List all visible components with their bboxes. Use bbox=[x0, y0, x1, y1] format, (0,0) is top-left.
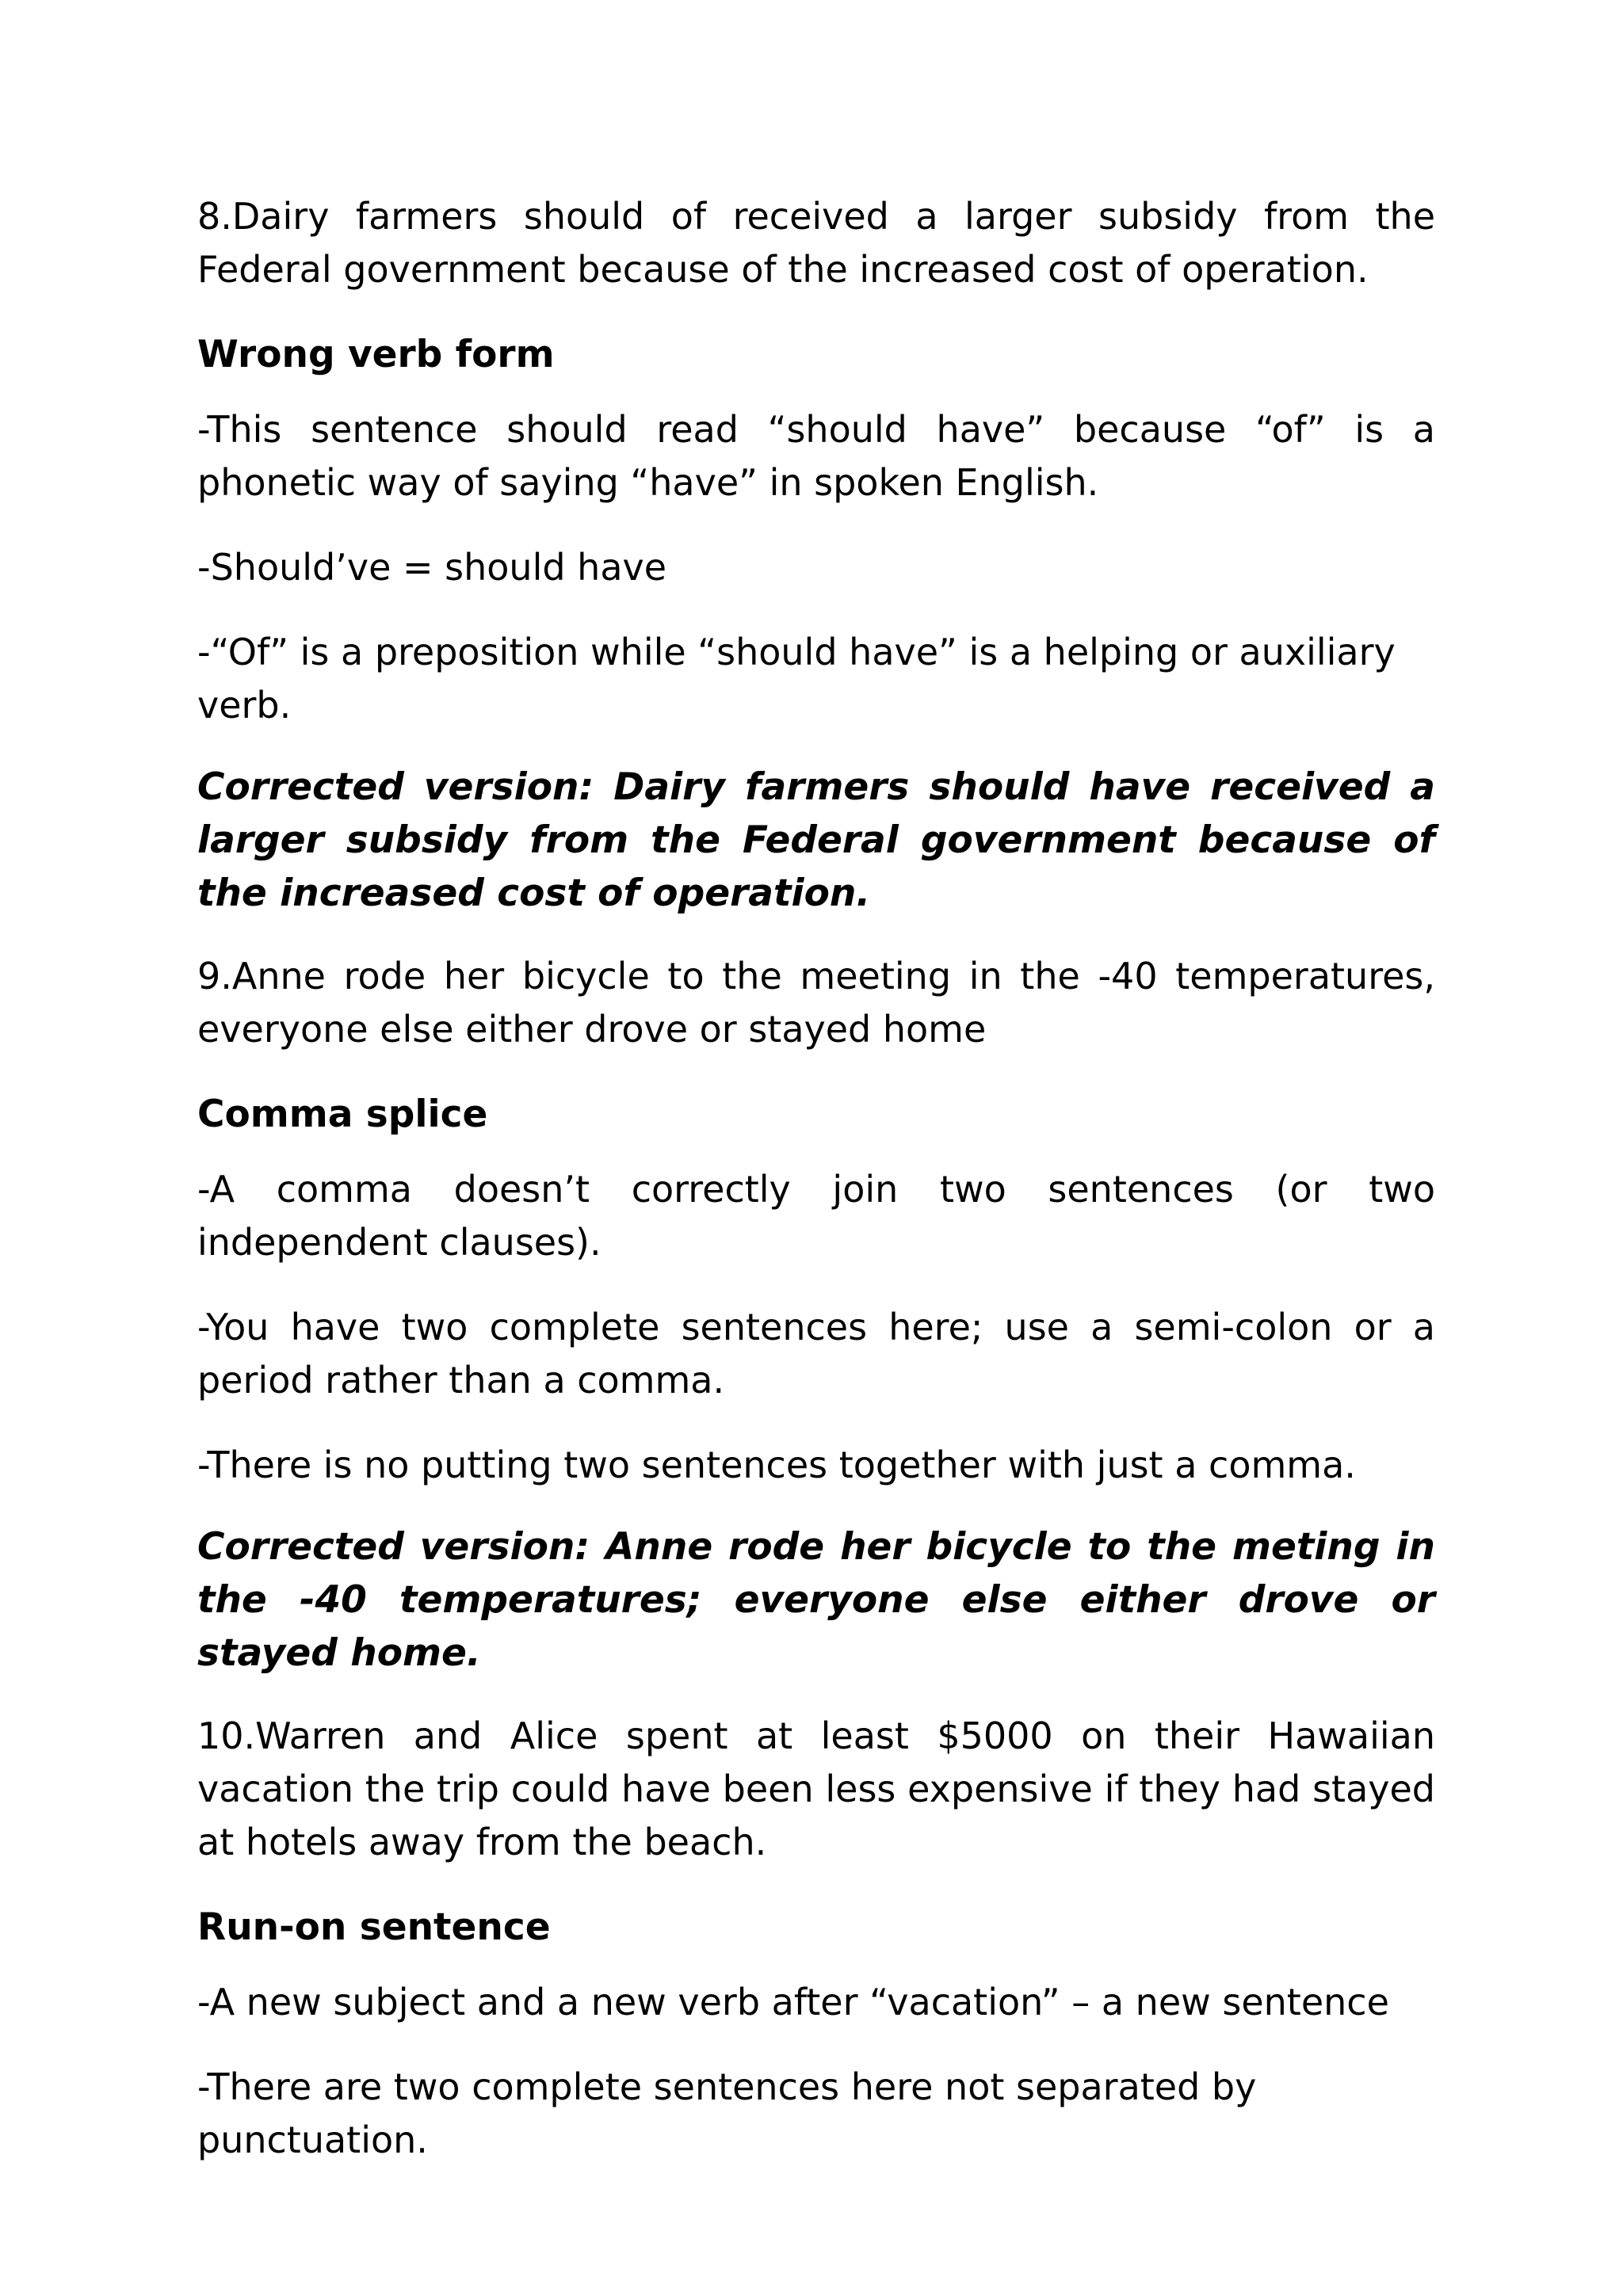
question-8: 8.Dairy farmers should of received a larger subsidy from the Federal government because of the increased cost of operation. bbox=[197, 195, 1435, 291]
question-9: 9.Anne rode her bicycle to the meeting in the -40 temperatures, everyone else either drove or stayed home bbox=[197, 955, 1435, 1051]
note-8-2: -Should’ve = should have bbox=[197, 546, 667, 589]
note-9-2: -You have two complete sentences here; use a semi-colon or a period rather than a comma. bbox=[197, 1306, 1435, 1402]
error-type-heading-9: Comma splice bbox=[197, 1093, 488, 1136]
corrected-version-9: Corrected version: Anne rode her bicycle to the meting in the -40 temperatures; everyone else either drove or stayed home. bbox=[197, 1525, 1435, 1675]
note-9-3: -There is no putting two sentences together with just a comma. bbox=[197, 1444, 1356, 1486]
note-8-1: -This sentence should read “should have” because “of” is a phonetic way of saying “have” in spoken English. bbox=[197, 408, 1435, 504]
corrected-version-8: Corrected version: Dairy farmers should have received a larger subsidy from the Federal government because of the increased cost of operation. bbox=[197, 765, 1435, 915]
error-type-heading-10: Run-on sentence bbox=[197, 1905, 551, 1949]
question-10: 10.Warren and Alice spent at least $5000 on their Hawaiian vacation the trip could have been less expensive if they had stayed at hotels away from the beach. bbox=[197, 1714, 1435, 1863]
note-10-2: -There are two complete sentences here not separated by punctuation. bbox=[197, 2065, 1257, 2161]
note-8-3: -“Of” is a preposition while “should have” is a helping or auxiliary verb. bbox=[197, 631, 1396, 727]
note-10-1: -A new subject and a new verb after “vacation” – a new sentence bbox=[197, 1981, 1389, 2023]
error-type-heading-8: Wrong verb form bbox=[197, 333, 555, 376]
page-content bbox=[197, 190, 1435, 2199]
note-9-1: -A comma doesn’t correctly join two sentences (or two independent clauses). bbox=[197, 1168, 1435, 1264]
